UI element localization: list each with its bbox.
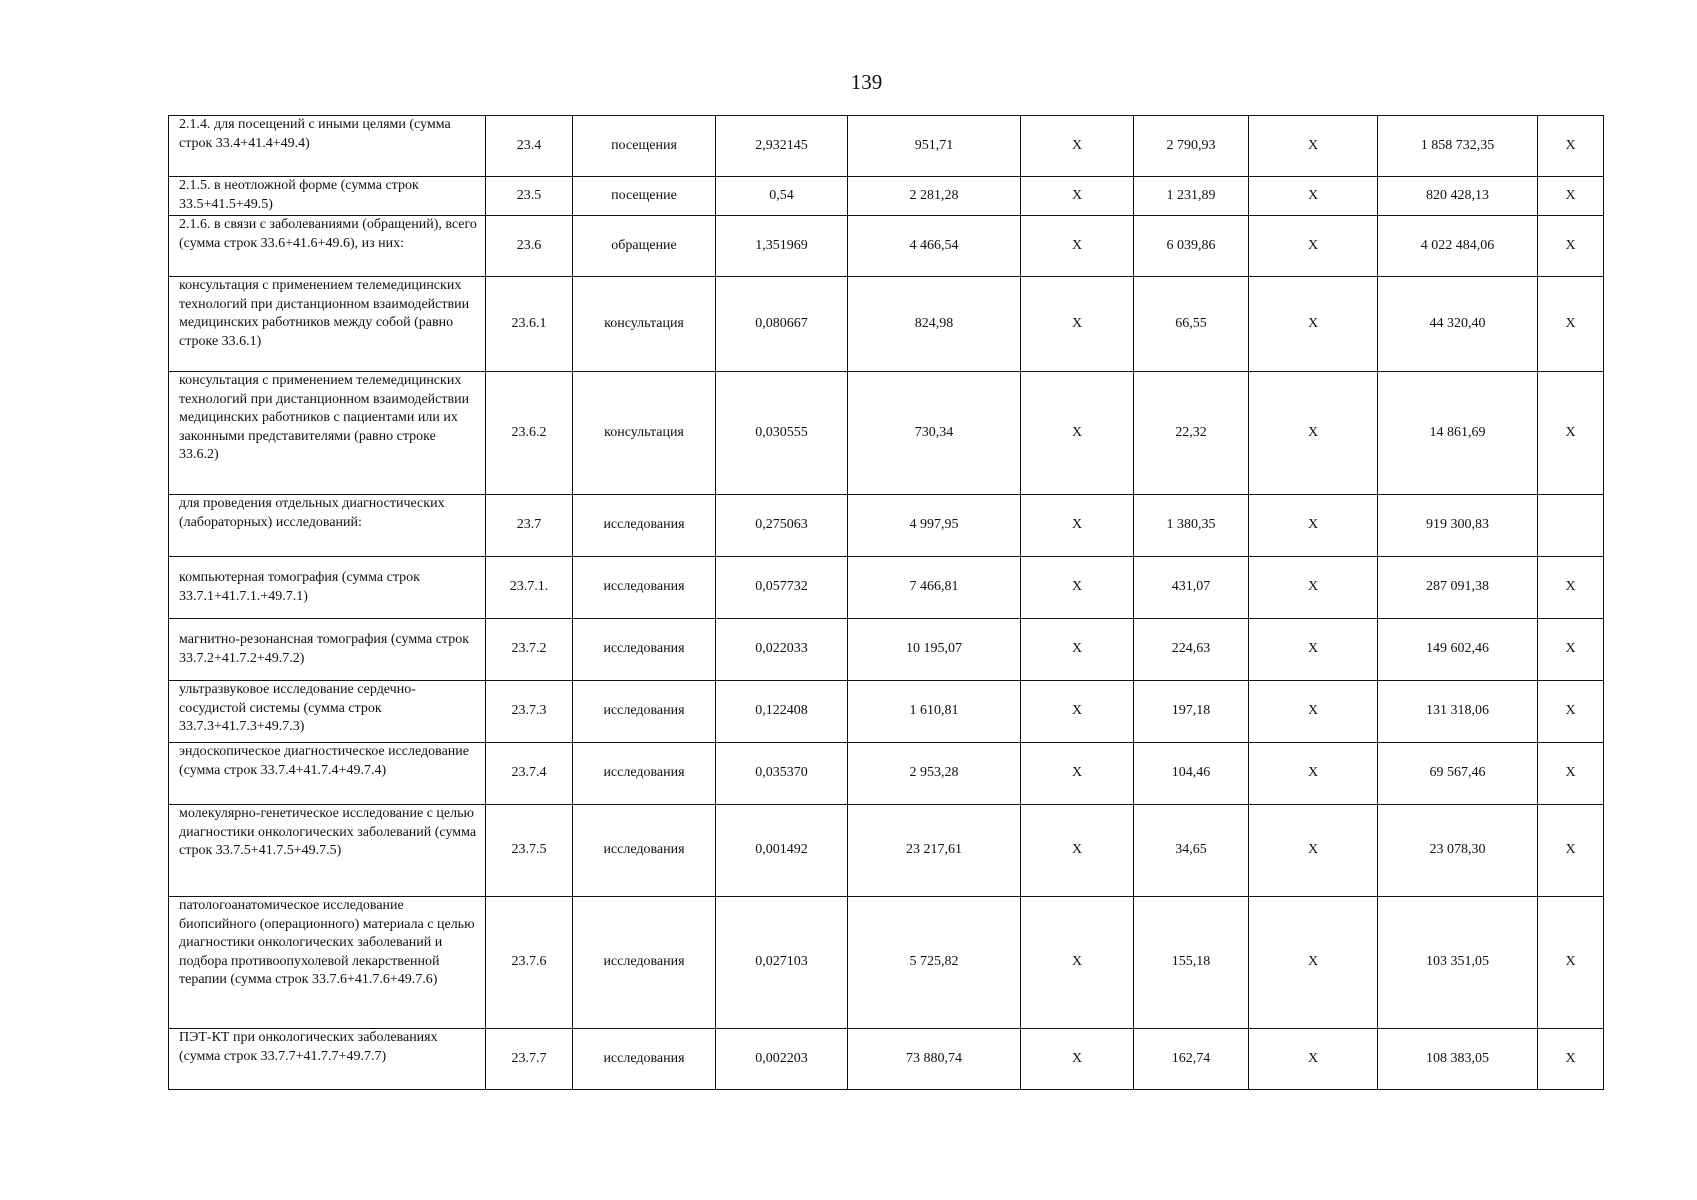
cell-col10: Х [1538,557,1604,619]
table-row [169,372,1604,495]
cell-col6: Х [1021,216,1134,277]
cell-unit-cost: 23 217,61 [848,805,1021,897]
cell-col7: 155,18 [1134,897,1249,1029]
cell-col9: 820 428,13 [1378,177,1538,216]
cell-unit-cost: 730,34 [848,372,1021,495]
table-row [169,216,1604,277]
page-number: 139 [850,70,883,94]
cell-col10 [1538,495,1604,557]
cell-col6: Х [1021,897,1134,1029]
cell-row-code: 23.6.1 [486,277,573,372]
cell-col8: Х [1249,805,1378,897]
cell-col6: Х [1021,743,1134,805]
cell-row-code: 23.7.3 [486,681,573,743]
cell-description: эндоскопическое диагностическое исследование (сумма строк 33.7.4+41.7.4+49.7.4) [169,743,486,805]
cell-col9: 103 351,05 [1378,897,1538,1029]
cell-col6: Х [1021,277,1134,372]
cell-col9: 919 300,83 [1378,495,1538,557]
cell-col8: Х [1249,619,1378,681]
cell-unit-cost: 4 466,54 [848,216,1021,277]
cell-col9: 4 022 484,06 [1378,216,1538,277]
cell-unit: исследования [573,619,716,681]
cell-col9: 149 602,46 [1378,619,1538,681]
cell-col8: Х [1249,897,1378,1029]
cell-unit: исследования [573,897,716,1029]
cell-col7: 162,74 [1134,1029,1249,1090]
cell-norm: 0,057732 [716,557,848,619]
cell-description: компьютерная томография (сумма строк 33.7.1+41.7.1.+49.7.1) [169,557,486,619]
cell-col7: 1 380,35 [1134,495,1249,557]
cell-unit-cost: 1 610,81 [848,681,1021,743]
cell-col6: Х [1021,177,1134,216]
cell-col6: Х [1021,1029,1134,1090]
cell-norm: 0,035370 [716,743,848,805]
cell-col10: Х [1538,177,1604,216]
cell-col9: 69 567,46 [1378,743,1538,805]
table-row [169,805,1604,897]
cell-col10: Х [1538,619,1604,681]
table-row [169,619,1604,681]
cell-norm: 0,002203 [716,1029,848,1090]
cell-unit-cost: 2 953,28 [848,743,1021,805]
cell-row-code: 23.7.1. [486,557,573,619]
cell-row-code: 23.7.6 [486,897,573,1029]
cell-description: молекулярно-генетическое исследование с целью диагностики онкологических заболеваний (сумма строк 33.7.5+41.7.5+49.7.5) [169,805,486,897]
cell-unit: исследования [573,681,716,743]
cell-col10: Х [1538,277,1604,372]
cell-col8: Х [1249,557,1378,619]
cell-norm: 2,932145 [716,116,848,177]
cell-description: ультразвуковое исследование сердечно-сосудистой системы (сумма строк 33.7.3+41.7.3+49.7.3) [169,681,486,743]
cell-unit: исследования [573,805,716,897]
cell-unit: исследования [573,743,716,805]
cell-norm: 0,080667 [716,277,848,372]
cell-col7: 224,63 [1134,619,1249,681]
cell-norm: 0,001492 [716,805,848,897]
cell-unit-cost: 7 466,81 [848,557,1021,619]
cell-unit: исследования [573,557,716,619]
table-row [169,1029,1604,1090]
cell-col8: Х [1249,1029,1378,1090]
cell-col6: Х [1021,619,1134,681]
cell-norm: 0,275063 [716,495,848,557]
cell-col7: 34,65 [1134,805,1249,897]
cell-col9: 131 318,06 [1378,681,1538,743]
cell-unit-cost: 10 195,07 [848,619,1021,681]
cell-description: консультация с применением телемедицинских технологий при дистанционном взаимодействии медицинских работников между собой (равно строке 33.6.1) [169,277,486,372]
cell-row-code: 23.5 [486,177,573,216]
cell-col7: 1 231,89 [1134,177,1249,216]
cell-description: для проведения отдельных диагностических (лабораторных) исследований: [169,495,486,557]
cell-unit-cost: 824,98 [848,277,1021,372]
cell-row-code: 23.7.4 [486,743,573,805]
cell-description: ПЭТ-КТ при онкологических заболеваниях (сумма строк 33.7.7+41.7.7+49.7.7) [169,1029,486,1090]
cell-col9: 108 383,05 [1378,1029,1538,1090]
cell-norm: 0,027103 [716,897,848,1029]
table-row [169,557,1604,619]
cell-col9: 44 320,40 [1378,277,1538,372]
cell-row-code: 23.6.2 [486,372,573,495]
cell-unit: посещение [573,177,716,216]
cell-unit: консультация [573,277,716,372]
cell-row-code: 23.7.2 [486,619,573,681]
cell-col7: 431,07 [1134,557,1249,619]
cell-col7: 2 790,93 [1134,116,1249,177]
table-row [169,177,1604,216]
cell-unit: обращение [573,216,716,277]
cell-norm: 0,122408 [716,681,848,743]
cell-col10: Х [1538,681,1604,743]
cell-unit-cost: 4 997,95 [848,495,1021,557]
cell-unit-cost: 5 725,82 [848,897,1021,1029]
data-table [168,115,1604,1090]
cell-norm: 0,022033 [716,619,848,681]
cell-col10: Х [1538,897,1604,1029]
cell-col10: Х [1538,805,1604,897]
table-row [169,743,1604,805]
cell-col7: 104,46 [1134,743,1249,805]
cell-col7: 197,18 [1134,681,1249,743]
cell-col6: Х [1021,557,1134,619]
table-row [169,495,1604,557]
cell-row-code: 23.7 [486,495,573,557]
cell-col8: Х [1249,177,1378,216]
cell-col7: 6 039,86 [1134,216,1249,277]
cell-description: 2.1.4. для посещений с иными целями (сумма строк 33.4+41.4+49.4) [169,116,486,177]
cell-unit: исследования [573,495,716,557]
cell-col6: Х [1021,681,1134,743]
cell-col7: 66,55 [1134,277,1249,372]
cell-col6: Х [1021,372,1134,495]
cell-norm: 1,351969 [716,216,848,277]
cell-row-code: 23.4 [486,116,573,177]
cell-col10: Х [1538,1029,1604,1090]
cell-col9: 14 861,69 [1378,372,1538,495]
cell-col8: Х [1249,743,1378,805]
cell-col8: Х [1249,116,1378,177]
cell-col8: Х [1249,277,1378,372]
table-row [169,681,1604,743]
cell-norm: 0,54 [716,177,848,216]
cell-unit-cost: 2 281,28 [848,177,1021,216]
cell-description: магнитно-резонансная томография (сумма строк 33.7.2+41.7.2+49.7.2) [169,619,486,681]
cell-unit: посещения [573,116,716,177]
cell-unit-cost: 73 880,74 [848,1029,1021,1090]
cell-col8: Х [1249,216,1378,277]
cell-col10: Х [1538,372,1604,495]
cell-unit: консультация [573,372,716,495]
cell-col6: Х [1021,116,1134,177]
cell-row-code: 23.7.5 [486,805,573,897]
cost-table [168,115,1604,1090]
table-row [169,277,1604,372]
cell-col6: Х [1021,805,1134,897]
cell-col8: Х [1249,495,1378,557]
cell-col8: Х [1249,681,1378,743]
cell-col8: Х [1249,372,1378,495]
cell-row-code: 23.6 [486,216,573,277]
cell-col6: Х [1021,495,1134,557]
cell-col9: 1 858 732,35 [1378,116,1538,177]
cell-description: 2.1.5. в неотложной форме (сумма строк 33.5+41.5+49.5) [169,177,486,216]
table-row [169,116,1604,177]
table-row [169,897,1604,1029]
cell-description: 2.1.6. в связи с заболеваниями (обращений), всего (сумма строк 33.6+41.6+49.6), из них: [169,216,486,277]
cell-col7: 22,32 [1134,372,1249,495]
cell-col9: 287 091,38 [1378,557,1538,619]
cell-col10: Х [1538,116,1604,177]
cell-norm: 0,030555 [716,372,848,495]
cell-col10: Х [1538,743,1604,805]
cell-row-code: 23.7.7 [486,1029,573,1090]
cell-unit: исследования [573,1029,716,1090]
cell-col9: 23 078,30 [1378,805,1538,897]
cell-col10: Х [1538,216,1604,277]
cell-unit-cost: 951,71 [848,116,1021,177]
cell-description: патологоанатомическое исследование биопсийного (операционного) материала с целью диагностики онкологических заболеваний и подбора противоопухолевой лекарственной терапии (сумма строк 33.7.6+41.7.6+49.7.6) [169,897,486,1029]
cell-description: консультация с применением телемедицинских технологий при дистанционном взаимодействии медицинских работников с пациентами или их законными представителями (равно строке 33.6.2) [169,372,486,495]
